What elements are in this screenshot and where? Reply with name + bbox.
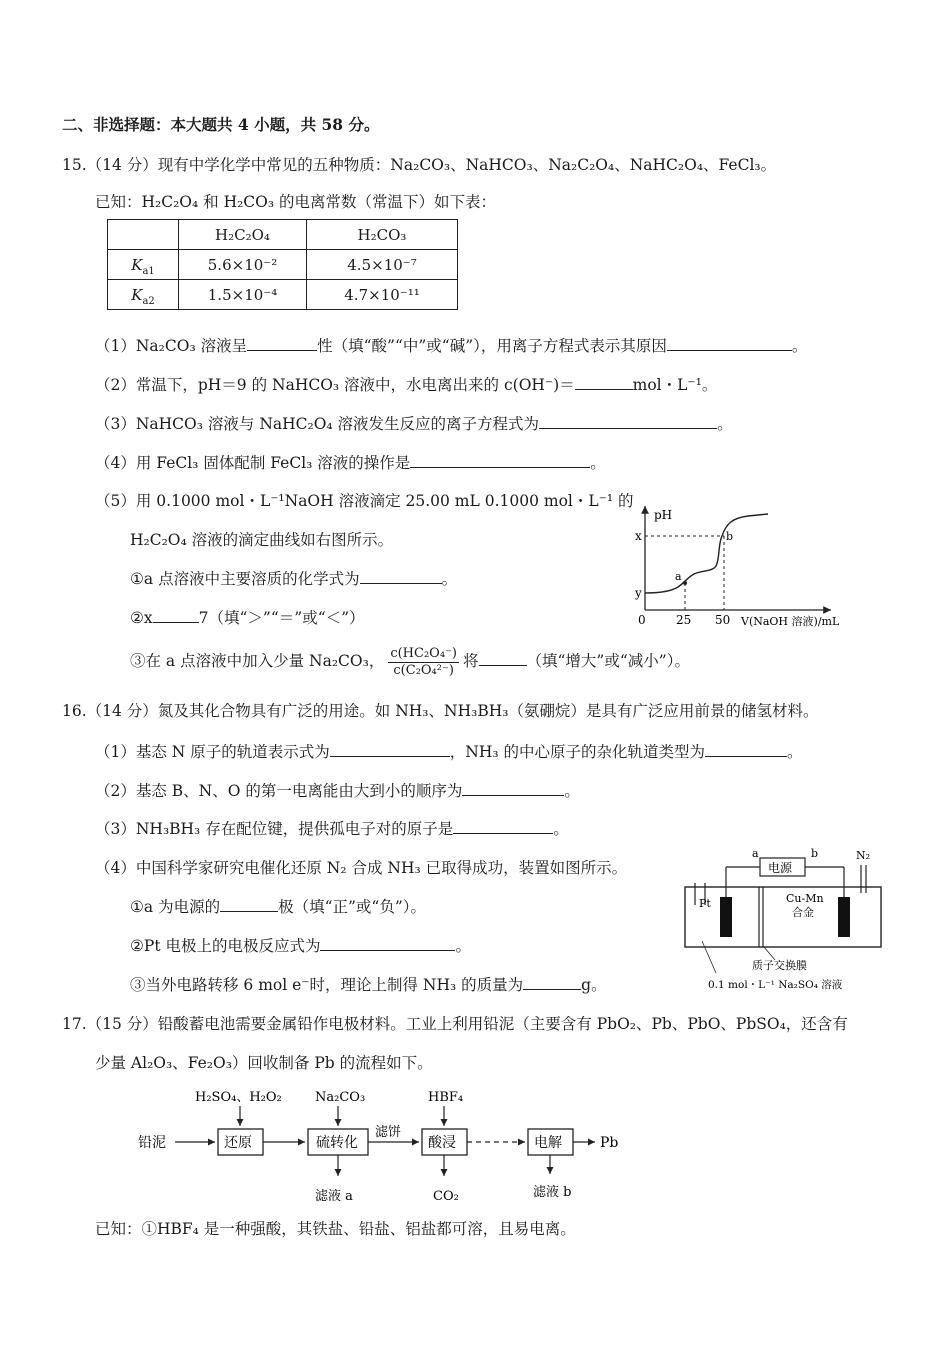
alloy-label-line2: 合金	[792, 906, 814, 919]
output-label: CO₂	[433, 1189, 459, 1204]
pt-electrode	[720, 897, 732, 937]
q16-part4-sub1: ①a 为电源的 极（填“正”或“负”）。	[130, 898, 427, 916]
answer-blank[interactable]	[575, 375, 633, 390]
solution-label: 0.1 mol・L⁻¹ Na₂SO₄ 溶液	[708, 979, 843, 991]
q15-stem: 15.（14 分）现有中学化学中常见的五种物质：Na₂CO₃、NaHCO₃、Na₂C₂O₄、NaHC₂O₄、FeCl₃。	[62, 156, 777, 174]
q15-part5-line1: （5）用 0.1000 mol・L⁻¹NaOH 溶液滴定 25.00 mL 0.1000 mol・L⁻¹ 的	[95, 492, 634, 510]
table-cell: 4.5×10⁻⁷	[307, 250, 458, 280]
q17-stem-line1: 17.（15 分）铅酸蓄电池需要金属铅作电极材料。工业上利用铅泥（主要含有 PbO₂、Pb、PbO、PbSO₄，还含有	[62, 1015, 848, 1033]
tick-label: 50	[715, 613, 731, 627]
answer-blank[interactable]	[247, 336, 317, 351]
titration-curve-figure	[628, 500, 858, 635]
table-cell: 4.7×10⁻¹¹	[307, 280, 458, 310]
point-a	[683, 581, 687, 585]
answer-blank[interactable]	[539, 414, 717, 429]
process-flowchart	[130, 1080, 650, 1210]
q16-part3: （3）NH₃BH₃ 存在配位键，提供孤电子对的原子是 。	[95, 820, 569, 838]
answer-blank[interactable]	[667, 336, 792, 351]
terminal-a-label: a	[752, 847, 759, 860]
product-label: Pb	[600, 1135, 619, 1151]
table-cell: 1.5×10⁻⁴	[179, 280, 307, 310]
electrolysis-device-figure	[680, 845, 895, 995]
tick-label: 25	[676, 613, 692, 627]
table-row-label: $K_{a2}$	[108, 280, 179, 310]
q15-part5-line2: H₂C₂O₄ 溶液的滴定曲线如右图所示。	[130, 531, 394, 549]
electrolytic-cell	[685, 887, 881, 947]
origin-label: 0	[638, 613, 646, 627]
answer-blank[interactable]	[523, 975, 581, 990]
section-header: 二、非选择题：本大题共 4 小题，共 58 分。	[62, 115, 380, 134]
flow-start-label: 铅泥	[138, 1135, 166, 1151]
q15-part5-sub2: ②x 7（填“＞”“＝”或“＜”）	[130, 609, 365, 627]
answer-blank[interactable]	[462, 781, 564, 796]
reagent-label: HBF₄	[428, 1090, 464, 1105]
x-axis-label: V(NaOH 溶液)/mL	[741, 615, 840, 628]
step-label: 酸浸	[428, 1135, 456, 1151]
power-label: 电源	[768, 861, 793, 875]
table-cell: 5.6×10⁻²	[179, 250, 307, 280]
point-b-label: b	[726, 530, 734, 543]
output-label: 滤液 b	[533, 1185, 572, 1200]
output-label: 滤液 a	[315, 1189, 353, 1204]
step-label: 电解	[534, 1135, 562, 1151]
answer-blank[interactable]	[479, 651, 527, 666]
table-corner	[108, 220, 179, 250]
q16-part2: （2）基态 B、N、O 的第一电离能由大到小的顺序为 。	[95, 782, 580, 800]
answer-blank[interactable]	[705, 742, 787, 757]
q16-part1: （1）基态 N 原子的轨道表示式为 ，NH₃ 的中心原子的杂化轨道类型为 。	[95, 743, 803, 761]
q15-part2: （2）常温下，pH＝9 的 NaHCO₃ 溶液中，水电离出来的 c(OH⁻)＝ mol・L⁻¹。	[95, 376, 718, 394]
y-value-mark: y	[635, 586, 642, 600]
answer-blank[interactable]	[360, 569, 442, 584]
reagent-label: H₂SO₄、H₂O₂	[195, 1090, 282, 1105]
q17-stem-line2: 少量 Al₂O₃、Fe₂O₃）回收制备 Pb 的流程如下。	[95, 1054, 433, 1072]
answer-blank[interactable]	[220, 897, 278, 912]
x-value-mark: x	[635, 529, 642, 543]
q16-part4-sub3: ③当外电路转移 6 mol e⁻时，理论上制得 NH₃ 的质量为 g。	[130, 976, 607, 994]
membrane-label: 质子交换膜	[752, 959, 807, 972]
q15-known: 已知：H₂C₂O₄ 和 H₂CO₃ 的电离常数（常温下）如下表：	[95, 193, 497, 211]
ratio-fraction: $\frac{\text{c(HC₂O₄⁻)}}{\text{c(C₂O₄²⁻)}}$	[390, 645, 457, 678]
alloy-label-line1: Cu-Mn	[786, 892, 824, 905]
dissociation-constant-table	[107, 219, 458, 310]
q15-part5-sub3: ③在 a 点溶液中加入少量 Na₂CO₃， $\frac{\text{c(HC₂O₄⁻)}}{\text{c(C₂O₄²⁻)}}$ 将 （填“增大”或“减小”）。	[130, 645, 690, 678]
n2-label: N₂	[856, 849, 871, 862]
titration-curve	[645, 514, 768, 593]
step-label: 硫转化	[316, 1135, 358, 1151]
reagent-label: Na₂CO₃	[315, 1090, 366, 1105]
answer-blank[interactable]	[153, 608, 199, 623]
answer-blank[interactable]	[453, 819, 553, 834]
q15-part5-sub1: ①a 点溶液中主要溶质的化学式为 。	[130, 570, 458, 588]
pt-label: Pt	[699, 897, 711, 910]
point-a-label: a	[675, 570, 682, 583]
answer-blank[interactable]	[320, 936, 455, 951]
answer-blank[interactable]	[410, 453, 590, 468]
q16-stem: 16.（14 分）氮及其化合物具有广泛的用途。如 NH₃、NH₃BH₃（氨硼烷）是具有广泛应用前景的储氢材料。	[62, 702, 819, 720]
q17-known: 已知：①HBF₄ 是一种强酸，其铁盐、铅盐、铝盐都可溶，且易电离。	[95, 1220, 576, 1238]
q15-part1: （1）Na₂CO₃ 溶液呈 性（填“酸”“中”或“碱”），用离子方程式表示其原因 。	[95, 337, 808, 355]
q15-part3: （3）NaHCO₃ 溶液与 NaHC₂O₄ 溶液发生反应的离子方程式为 。	[95, 415, 733, 433]
table-header: H₂C₂O₄	[179, 220, 307, 250]
q16-part4: （4）中国科学家研究电催化还原 N₂ 合成 NH₃ 已取得成功，装置如图所示。	[95, 859, 628, 877]
step-label: 还原	[224, 1135, 252, 1151]
q16-part4-sub2: ②Pt 电极上的电极反应式为 。	[130, 937, 471, 955]
filter-cake-label: 滤饼	[375, 1125, 402, 1140]
q15-part4: （4）用 FeCl₃ 固体配制 FeCl₃ 溶液的操作是 。	[95, 454, 606, 472]
y-axis-label: pH	[654, 508, 673, 522]
cu-mn-electrode	[838, 897, 850, 937]
table-row-label: $K_{a1}$	[108, 250, 179, 280]
table-header: H₂CO₃	[307, 220, 458, 250]
answer-blank[interactable]	[330, 742, 450, 757]
terminal-b-label: b	[811, 847, 819, 860]
